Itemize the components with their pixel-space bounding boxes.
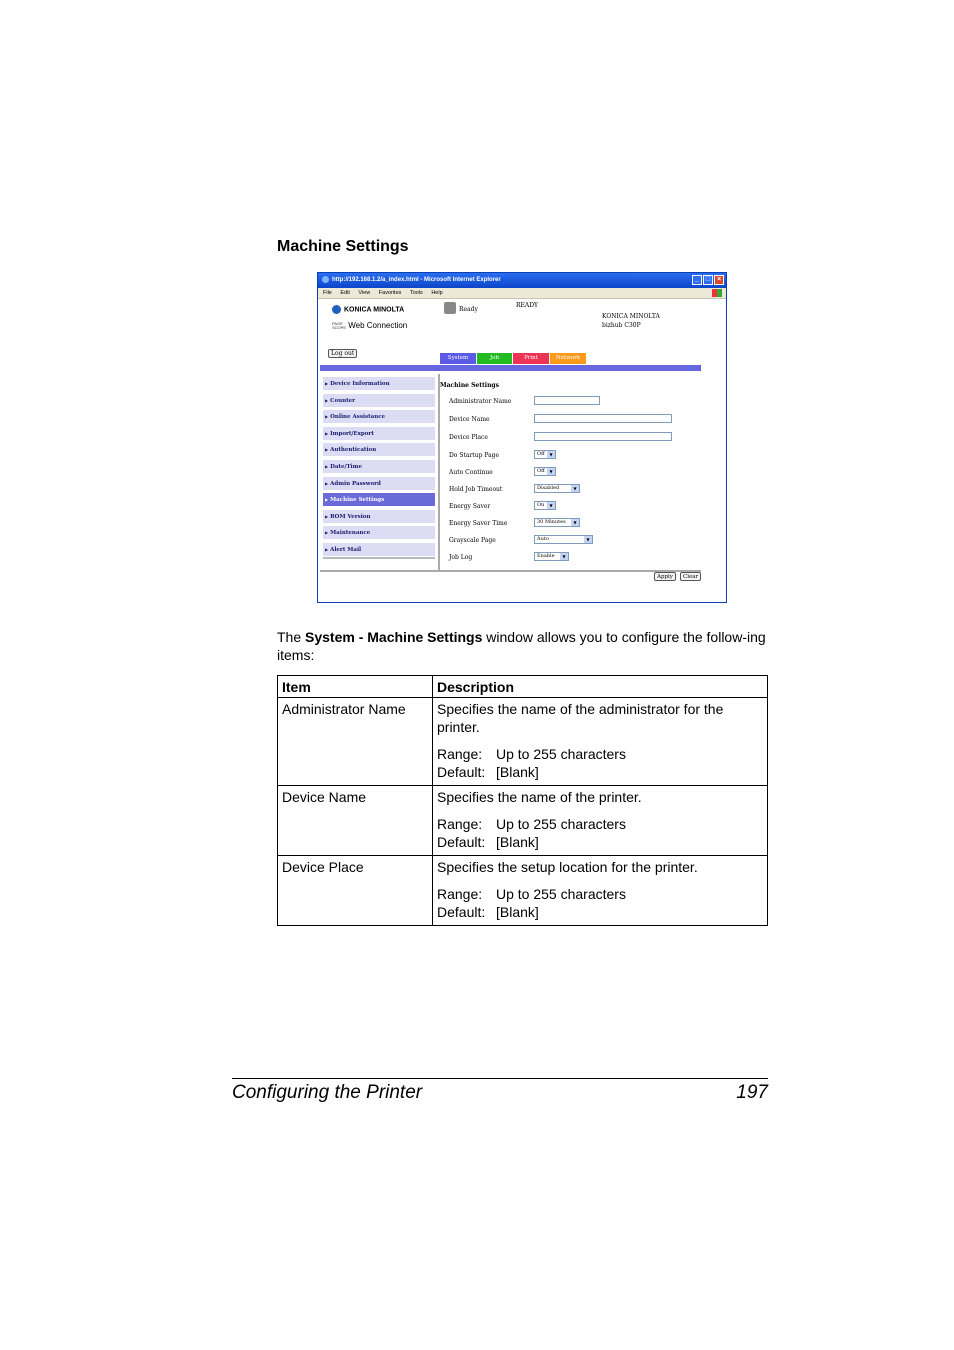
menu-tools[interactable]: Tools [409, 290, 423, 296]
tab-system[interactable]: System [440, 353, 476, 364]
description-cell [433, 856, 768, 926]
chevron-down-icon[interactable]: ▼ [571, 485, 579, 492]
sidebar-item-alert-mail[interactable] [323, 543, 435, 556]
select-value: Enable [537, 553, 555, 559]
intro-paragraph [277, 628, 769, 664]
select-value: Off [537, 451, 545, 457]
field-label: Energy Saver Time [449, 520, 508, 527]
chevron-down-icon[interactable]: ▼ [571, 519, 579, 526]
arrow-icon: ▶ [325, 381, 329, 386]
device-name-input[interactable] [534, 414, 672, 423]
table-row [278, 856, 768, 926]
item-cell: Device Name [278, 786, 433, 856]
tab-network[interactable]: Network [550, 353, 586, 364]
ie-icon [322, 276, 329, 283]
default-line [437, 833, 763, 851]
default-line [437, 763, 763, 781]
default-value: [Blank] [496, 834, 539, 850]
chevron-down-icon[interactable]: ▼ [547, 502, 555, 509]
range-label: Range: [437, 816, 483, 832]
field-label: Device Name [449, 416, 490, 423]
menu-bar [318, 288, 726, 299]
default-value: [Blank] [496, 904, 539, 920]
default-label: Default: [437, 834, 486, 850]
range-value: Up to 255 characters [496, 886, 626, 902]
status-text: READY [516, 302, 539, 309]
globe-icon [332, 305, 341, 314]
sidebar-item-counter[interactable] [323, 394, 435, 407]
menu-edit[interactable]: Edit [340, 290, 350, 296]
printer-icon [444, 302, 456, 314]
sidebar-item-date-time[interactable] [323, 460, 435, 473]
pagescope-small: PAGE SCOPE [332, 320, 347, 330]
sidebar-item-machine-settings[interactable] [323, 493, 435, 506]
default-value: [Blank] [496, 764, 539, 780]
window-titlebar [318, 273, 726, 288]
sidebar-item-label: Online Assistance [330, 414, 386, 421]
model-line2: bizhub C30P [602, 322, 641, 329]
browser-window-screenshot [317, 272, 727, 603]
range-line [437, 815, 763, 833]
default-line [437, 903, 763, 921]
sidebar-divider [323, 557, 435, 559]
konica-minolta-logo [332, 305, 404, 314]
range-value: Up to 255 characters [496, 746, 626, 762]
vertical-divider [438, 374, 440, 570]
field-administrator-name [449, 396, 719, 408]
sidebar-item-label: Counter [330, 397, 356, 404]
item-cell: Device Place [278, 856, 433, 926]
logout-button[interactable]: Log out [328, 349, 357, 358]
sidebar-item-label: Admin Password [330, 480, 381, 487]
sidebar-item-admin-password[interactable] [323, 477, 435, 490]
brand-text: KONICA MINOLTA [344, 306, 405, 314]
sidebar-item-device-information[interactable] [323, 377, 435, 390]
arrow-icon: ▶ [325, 414, 329, 420]
header-divider [320, 365, 701, 371]
field-job-log [449, 552, 719, 564]
sidebar-item-label: ROM Version [330, 513, 371, 520]
clear-button[interactable]: Clear [680, 572, 701, 581]
default-label: Default: [437, 904, 486, 920]
pagescope-text: Web Connection [348, 321, 408, 330]
footer-divider [320, 570, 701, 572]
arrow-icon: ▶ [325, 497, 329, 503]
field-auto-continue [449, 467, 719, 479]
arrow-icon: ▶ [325, 480, 329, 486]
range-label: Range: [437, 886, 483, 902]
select-value: Off [537, 468, 545, 474]
sidebar-item-label: Import/Export [330, 430, 374, 437]
sidebar-item-online-assistance[interactable] [323, 410, 435, 423]
tab-print[interactable]: Print [513, 353, 549, 364]
sidebar-item-rom-version[interactable] [323, 510, 435, 523]
maximize-icon[interactable]: □ [703, 275, 713, 285]
administrator-name-input[interactable] [534, 396, 600, 405]
chevron-down-icon[interactable]: ▼ [584, 536, 592, 543]
sidebar-item-maintenance[interactable] [323, 526, 435, 539]
footer-rule [232, 1078, 768, 1079]
footer-page-number: 197 [736, 1082, 768, 1103]
arrow-icon: ▶ [325, 463, 329, 469]
field-device-place [449, 432, 719, 444]
auto-continue-select[interactable] [534, 467, 556, 476]
default-label: Default: [437, 764, 486, 780]
sidebar-item-label: Maintenance [330, 530, 371, 537]
window-title: http://192.168.1.2/a_index.html - Microsoft Internet Explorer [332, 277, 501, 283]
energy-saver-time-select[interactable] [534, 518, 580, 527]
range-line [437, 885, 763, 903]
field-label: Device Place [449, 434, 488, 441]
field-label: Auto Continue [449, 469, 493, 476]
description-text: Specifies the setup location for the printer. [437, 859, 698, 875]
field-label: Administrator Name [449, 398, 512, 405]
model-line1: KONICA MINOLTA [602, 313, 660, 320]
energy-saver-select[interactable] [534, 501, 556, 510]
table-row [278, 698, 768, 786]
range-line [437, 745, 763, 763]
tab-bar [440, 353, 586, 364]
arrow-icon: ▶ [325, 530, 329, 536]
apply-button[interactable]: Apply [654, 572, 676, 581]
footer-chapter-title: Configuring the Printer [232, 1082, 423, 1103]
sidebar-item-label: Date/Time [330, 463, 362, 470]
arrow-icon: ▶ [325, 430, 329, 436]
header-description: Description [433, 676, 768, 698]
select-value: 30 Minutes [537, 519, 566, 525]
intro-text-end: window allows you to configure the follow-ing items: [277, 629, 766, 663]
select-value: Auto [537, 536, 549, 542]
chevron-down-icon[interactable]: ▼ [547, 468, 555, 475]
arrow-icon: ▶ [325, 397, 329, 403]
pagescope-logo [332, 321, 407, 330]
item-cell: Administrator Name [278, 698, 433, 786]
minimize-icon[interactable]: _ [692, 275, 702, 285]
sidebar-item-label: Authentication [330, 447, 377, 454]
intro-bold: System - Machine Settings [305, 629, 483, 645]
select-value: Disabled [537, 485, 560, 491]
sidebar-item-label: Alert Mail [330, 546, 362, 553]
intro-text: The [277, 629, 306, 645]
device-place-input[interactable] [534, 432, 672, 441]
sidebar [323, 377, 435, 560]
field-do-startup-page [449, 450, 719, 462]
hold-job-timeout-select[interactable] [534, 484, 580, 493]
menu-favorites[interactable]: Favorites [378, 290, 402, 296]
description-cell [433, 698, 768, 786]
field-label: Energy Saver [449, 503, 491, 510]
field-label: Hold Job Timeout [449, 486, 503, 493]
model-info [602, 312, 660, 330]
field-device-name [449, 414, 719, 426]
field-grayscale-page [449, 535, 719, 547]
arrow-icon: ▶ [325, 546, 329, 552]
chevron-down-icon[interactable]: ▼ [560, 553, 568, 560]
chevron-down-icon[interactable]: ▼ [547, 451, 555, 458]
range-label: Range: [437, 746, 483, 762]
table-row [278, 786, 768, 856]
menu-help[interactable]: Help [431, 290, 443, 296]
form-title: Machine Settings [440, 382, 500, 389]
range-value: Up to 255 characters [496, 816, 626, 832]
menu-file[interactable]: File [323, 290, 332, 296]
field-energy-saver [449, 501, 719, 513]
job-log-select[interactable] [534, 552, 569, 561]
header-item: Item [278, 676, 433, 698]
section-heading: Machine Settings [277, 238, 409, 255]
sidebar-item-label: Device Information [330, 381, 390, 387]
do-startup-page-select[interactable] [534, 450, 556, 459]
field-label: Do Startup Page [449, 452, 500, 459]
windows-logo-icon [712, 289, 722, 297]
field-label: Job Log [449, 554, 473, 561]
grayscale-page-select[interactable] [534, 535, 593, 544]
close-icon[interactable]: × [714, 275, 724, 285]
field-hold-job-timeout [449, 484, 719, 496]
sidebar-item-label: Machine Settings [330, 497, 385, 504]
description-text: Specifies the name of the administrator for the printer. [437, 701, 724, 735]
sidebar-item-authentication[interactable] [323, 443, 435, 456]
sidebar-item-import-export[interactable] [323, 427, 435, 440]
field-label: Grayscale Page [449, 537, 496, 544]
description-cell [433, 786, 768, 856]
table-header-row [278, 676, 768, 698]
menu-view[interactable]: View [358, 290, 371, 296]
arrow-icon: ▶ [325, 513, 329, 519]
items-table [277, 675, 768, 926]
select-value: On [537, 502, 545, 508]
description-text: Specifies the name of the printer. [437, 789, 642, 805]
field-energy-saver-time [449, 518, 719, 530]
printer-status: Ready [459, 306, 478, 313]
arrow-icon: ▶ [325, 447, 329, 453]
web-content [320, 299, 722, 602]
tab-job[interactable]: Job [477, 353, 512, 364]
